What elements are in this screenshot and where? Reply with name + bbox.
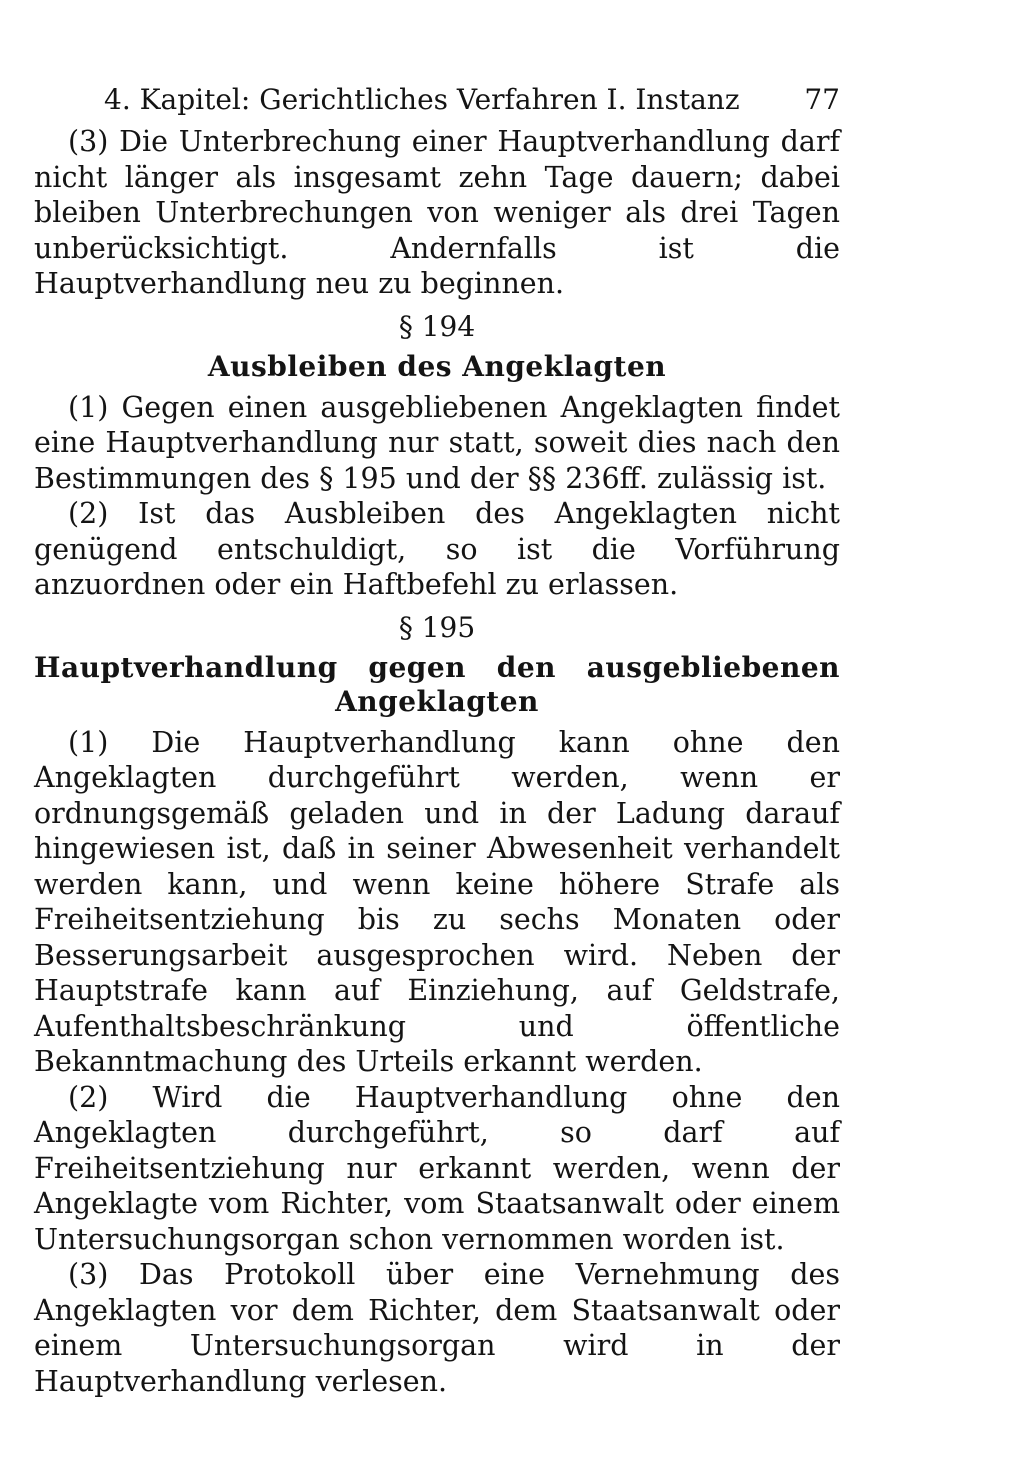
section-number-195: § 195 — [398, 610, 476, 644]
book-page — [34, 80, 840, 1399]
section-195-paragraph-1: (1) Die Hauptverhandlung kann ohne den Angeklagten durchgeführt werden, wenn er ordnungsgemäß geladen und in der Ladung darauf hingewiesen ist, daß in seiner Abwesenheit verhandelt werden kann, und wenn keine höhere Strafe als Freiheitsentziehung bis zu sechs Monaten oder Besserungsarbeit ausgesprochen wird. Neben der Hauptstrafe kann auf Einziehung, auf Geldstrafe, Aufenthaltsbeschränkung und öffentliche Bekanntmachung des Urteils erkannt werden. — [34, 725, 840, 1078]
section-195-paragraph-3: (3) Das Protokoll über eine Vernehmung des Angeklagten vor dem Richter, dem Staatsanwalt oder einem Untersuchungsorgan wird in der Hauptverhandlung verlesen. — [34, 1258, 840, 1398]
running-title: 4. Kapitel: Gerichtliches Verfahren I. Instanz — [104, 83, 740, 116]
running-head — [34, 80, 840, 120]
section-195-paragraph-2: (2) Wird die Hauptverhandlung ohne den Angeklagten durchgeführt, so darf auf Freiheitsentziehung nur erkannt werden, wenn der Angeklagte vom Richter, vom Staatsanwalt oder einem Untersuchungsorgan schon vernommen worden ist. — [34, 1080, 840, 1256]
paragraph-3-continued: (3) Die Unterbrechung einer Hauptverhandlung darf nicht länger als insgesamt zehn Tage dauern; dabei bleiben Unterbrechungen von weniger als drei Tagen unberücksichtigt. Andernfalls ist die Hauptverhandlung neu zu beginnen. — [34, 125, 840, 300]
section-title-195: Hauptverhandlung gegen den ausgebliebenen Angeklagten — [34, 650, 840, 718]
page-number: 77 — [804, 83, 840, 116]
section-title-194: Ausbleiben des Angeklagten — [207, 349, 667, 383]
section-number-194: § 194 — [398, 309, 476, 343]
section-194-paragraph-2: (2) Ist das Ausbleiben des Angeklagten nicht genügend entschuldigt, so ist die Vorführung anzuordnen oder ein Haftbefehl zu erlassen. — [34, 497, 840, 601]
section-194-paragraph-1: (1) Gegen einen ausgebliebenen Angeklagten findet eine Hauptverhandlung nur statt, soweit dies nach den Bestimmungen des § 195 und der §§ 236ff. zulässig ist. — [34, 390, 840, 495]
